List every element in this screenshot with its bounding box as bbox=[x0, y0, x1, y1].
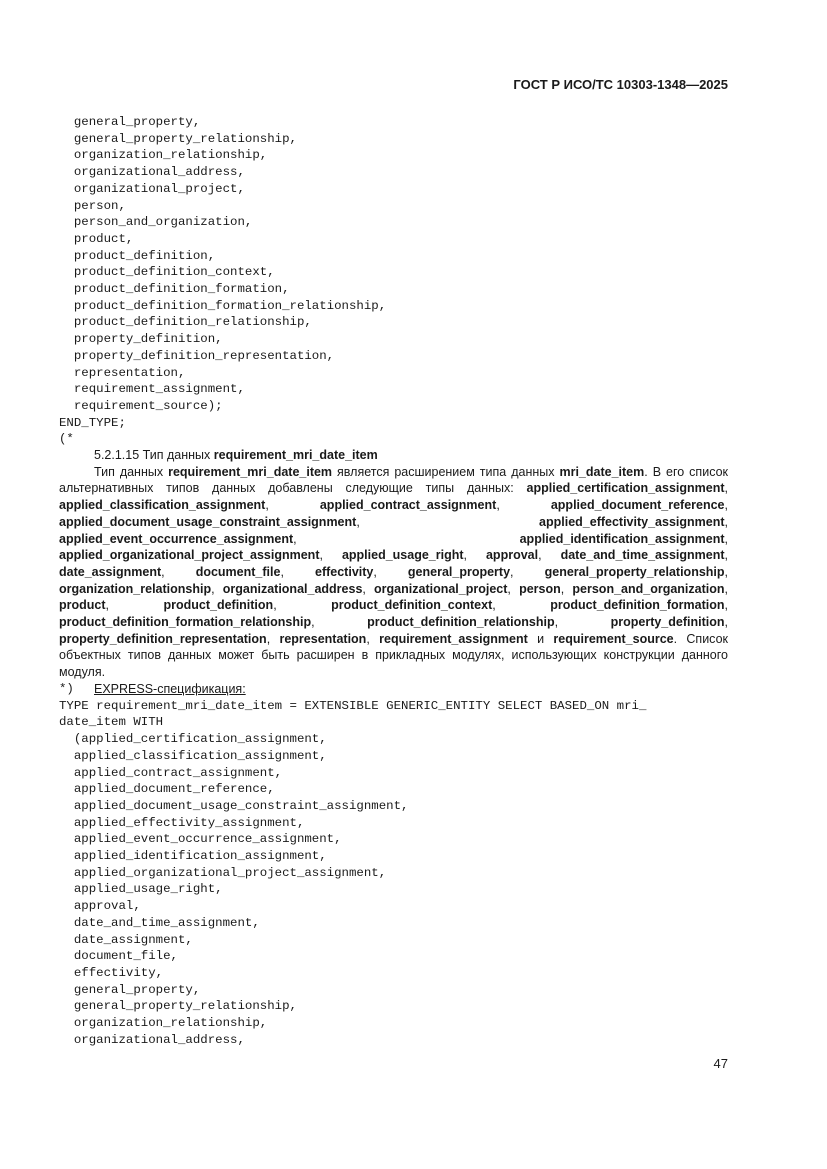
code-line: organizational_address, bbox=[59, 165, 245, 180]
type-name: document_file bbox=[195, 564, 281, 579]
paragraph-text: , bbox=[373, 564, 408, 579]
paragraph-text: , bbox=[507, 581, 520, 596]
code-line: organizational_project, bbox=[59, 181, 245, 196]
code-line: date_item WITH bbox=[59, 715, 164, 730]
code-line: organization_relationship, bbox=[59, 1016, 268, 1031]
code-line: general_property, bbox=[59, 115, 201, 129]
paragraph-text: , bbox=[105, 598, 164, 613]
code-line: END_TYPE; bbox=[59, 415, 126, 430]
type-name: property_definition_representation bbox=[59, 631, 267, 646]
code-line: person_and_organization, bbox=[59, 215, 253, 230]
type-name: applied_document_reference bbox=[550, 498, 725, 513]
type-name: applied_document_usage_constraint_assignment bbox=[59, 514, 357, 529]
express-spec-label: EXPRESS-спецификация: bbox=[94, 681, 246, 696]
code-line: applied_event_occurrence_assignment, bbox=[59, 832, 342, 847]
page-number: 47 bbox=[713, 1056, 728, 1071]
code-line: requirement_assignment, bbox=[59, 382, 245, 397]
paragraph-text: , bbox=[366, 631, 380, 646]
type-name: effectivity bbox=[315, 564, 374, 579]
code-line: applied_classification_assignment, bbox=[59, 748, 327, 763]
code-line: (applied_certification_assignment, bbox=[59, 732, 327, 747]
paragraph-text: , bbox=[293, 531, 520, 546]
code-line: person, bbox=[59, 198, 126, 213]
paragraph-text: , bbox=[724, 581, 728, 596]
paragraph-text: , bbox=[724, 531, 728, 546]
code-line: general_property, bbox=[59, 982, 201, 997]
section-number: 5.2.1.15 bbox=[94, 448, 140, 462]
type-name: applied_contract_assignment bbox=[319, 498, 497, 513]
type-name: applied_organizational_project_assignment bbox=[59, 548, 320, 563]
paragraph-text: , bbox=[280, 564, 315, 579]
paragraph-text: , bbox=[362, 581, 375, 596]
express-code-block-bottom bbox=[59, 681, 646, 1048]
code-line: (* bbox=[59, 432, 74, 447]
code-line: property_definition_representation, bbox=[59, 348, 335, 363]
express-code-block-top bbox=[59, 114, 386, 448]
type-name: applied_usage_right bbox=[341, 548, 464, 563]
paragraph-text: , bbox=[463, 548, 486, 563]
type-name: organizational_project bbox=[374, 581, 508, 596]
paragraph-text: , bbox=[538, 548, 561, 563]
code-line: applied_document_reference, bbox=[59, 782, 275, 797]
code-line: applied_organizational_project_assignment, bbox=[59, 865, 387, 880]
paragraph-text: , bbox=[724, 564, 729, 579]
code-line: approval, bbox=[59, 899, 141, 914]
code-line: applied_identification_assignment, bbox=[59, 849, 327, 864]
type-name: organization_relationship bbox=[59, 581, 212, 596]
type-name: person bbox=[519, 581, 561, 596]
code-line: applied_contract_assignment, bbox=[59, 765, 283, 780]
paragraph-text: , bbox=[311, 615, 368, 630]
code-line: product, bbox=[59, 231, 134, 246]
type-name: product_definition bbox=[163, 598, 274, 613]
type-name: date_assignment bbox=[59, 564, 162, 579]
code-line: applied_effectivity_assignment, bbox=[59, 815, 305, 830]
type-name: product_definition_context bbox=[331, 598, 493, 613]
paragraph-text: , bbox=[554, 615, 611, 630]
paragraph-text: , bbox=[492, 598, 551, 613]
code-line: applied_document_usage_constraint_assignment, bbox=[59, 798, 409, 813]
type-name: requirement_source bbox=[553, 631, 674, 646]
code-line: date_and_time_assignment, bbox=[59, 915, 260, 930]
paragraph-text: , bbox=[724, 481, 728, 496]
type-name: applied_effectivity_assignment bbox=[539, 514, 725, 529]
type-name: organizational_address bbox=[222, 581, 363, 596]
code-line: TYPE requirement_mri_date_item = EXTENSIBLE GENERIC_ENTITY SELECT BASED_ON mri_ bbox=[59, 698, 647, 713]
type-name: product_definition_formation_relationship bbox=[59, 615, 312, 630]
paragraph-text: и bbox=[527, 631, 554, 646]
paragraph-text: , bbox=[496, 498, 551, 513]
type-name: general_property_relationship bbox=[544, 564, 725, 579]
code-line: product_definition_formation_relationship, bbox=[59, 298, 387, 313]
type-name: representation bbox=[279, 631, 367, 646]
code-line: product_definition_context, bbox=[59, 265, 275, 280]
type-name: requirement_assignment bbox=[379, 631, 528, 646]
code-line: effectivity, bbox=[59, 965, 164, 980]
code-line: product_definition_relationship, bbox=[59, 315, 312, 330]
paragraph-text: , bbox=[724, 514, 728, 529]
type-name: applied_event_occurrence_assignment bbox=[59, 531, 294, 546]
code-line: property_definition, bbox=[59, 332, 223, 347]
paragraph-text: Тип данных bbox=[94, 464, 169, 479]
paragraph-text: , bbox=[265, 498, 320, 513]
code-line: general_property_relationship, bbox=[59, 999, 297, 1014]
code-line: applied_usage_right, bbox=[59, 882, 223, 897]
paragraph-text: , bbox=[510, 564, 545, 579]
paragraph-text: , bbox=[724, 498, 728, 513]
paragraph-text: , bbox=[266, 631, 280, 646]
section-title-type: requirement_mri_date_item bbox=[213, 448, 378, 462]
type-name: applied_identification_assignment bbox=[519, 531, 725, 546]
code-line: date_assignment, bbox=[59, 932, 193, 947]
section-paragraph bbox=[59, 464, 728, 681]
paragraph-text: , bbox=[724, 548, 728, 563]
paragraph-text: , bbox=[211, 581, 223, 596]
type-name: applied_certification_assignment bbox=[526, 481, 725, 496]
code-line: product_definition, bbox=[59, 248, 216, 263]
paragraph-text: , bbox=[724, 615, 728, 630]
code-line: organization_relationship, bbox=[59, 148, 268, 163]
code-line: product_definition_formation, bbox=[59, 282, 290, 297]
type-name: mri_date_item bbox=[559, 464, 645, 479]
paragraph-text: , bbox=[724, 598, 728, 613]
paragraph-text: является расширением типа данных bbox=[332, 464, 560, 479]
code-line: general_property_relationship, bbox=[59, 131, 297, 146]
document-header: ГОСТ Р ИСО/ТС 10303-1348—2025 bbox=[513, 77, 728, 92]
code-line: organizational_address, bbox=[59, 1032, 245, 1047]
paragraph-text: , bbox=[161, 564, 196, 579]
code-line: document_file, bbox=[59, 949, 178, 964]
type-name: general_property bbox=[407, 564, 511, 579]
code-line: *) bbox=[59, 682, 74, 696]
type-name: date_and_time_assignment bbox=[560, 548, 725, 563]
section-title-prefix: Тип данных bbox=[142, 448, 211, 462]
paragraph-text: , bbox=[560, 581, 573, 596]
code-line: requirement_source); bbox=[59, 398, 223, 413]
section-heading bbox=[59, 447, 728, 464]
paragraph-text: , bbox=[356, 514, 540, 529]
type-name: product bbox=[59, 598, 106, 613]
paragraph-text: , bbox=[273, 598, 332, 613]
type-name: product_definition_relationship bbox=[367, 615, 555, 630]
type-name: applied_classification_assignment bbox=[59, 498, 266, 513]
paragraph-text: . В его список альтернативных типов данных добавлены следующие типы данных: bbox=[59, 464, 728, 496]
code-line: representation, bbox=[59, 365, 186, 380]
paragraph-text: , bbox=[319, 548, 342, 563]
type-name: requirement_mri_date_item bbox=[168, 464, 333, 479]
type-name: property_definition bbox=[610, 615, 725, 630]
type-name: approval bbox=[485, 548, 539, 563]
type-name: person_and_organization bbox=[572, 581, 725, 596]
type-name: product_definition_formation bbox=[550, 598, 725, 613]
paragraph-text: . Список объектных типов данных может быть расширен в прикладных модулях, использующих конструкции данного модуля. bbox=[59, 631, 728, 680]
section-body bbox=[59, 447, 728, 698]
